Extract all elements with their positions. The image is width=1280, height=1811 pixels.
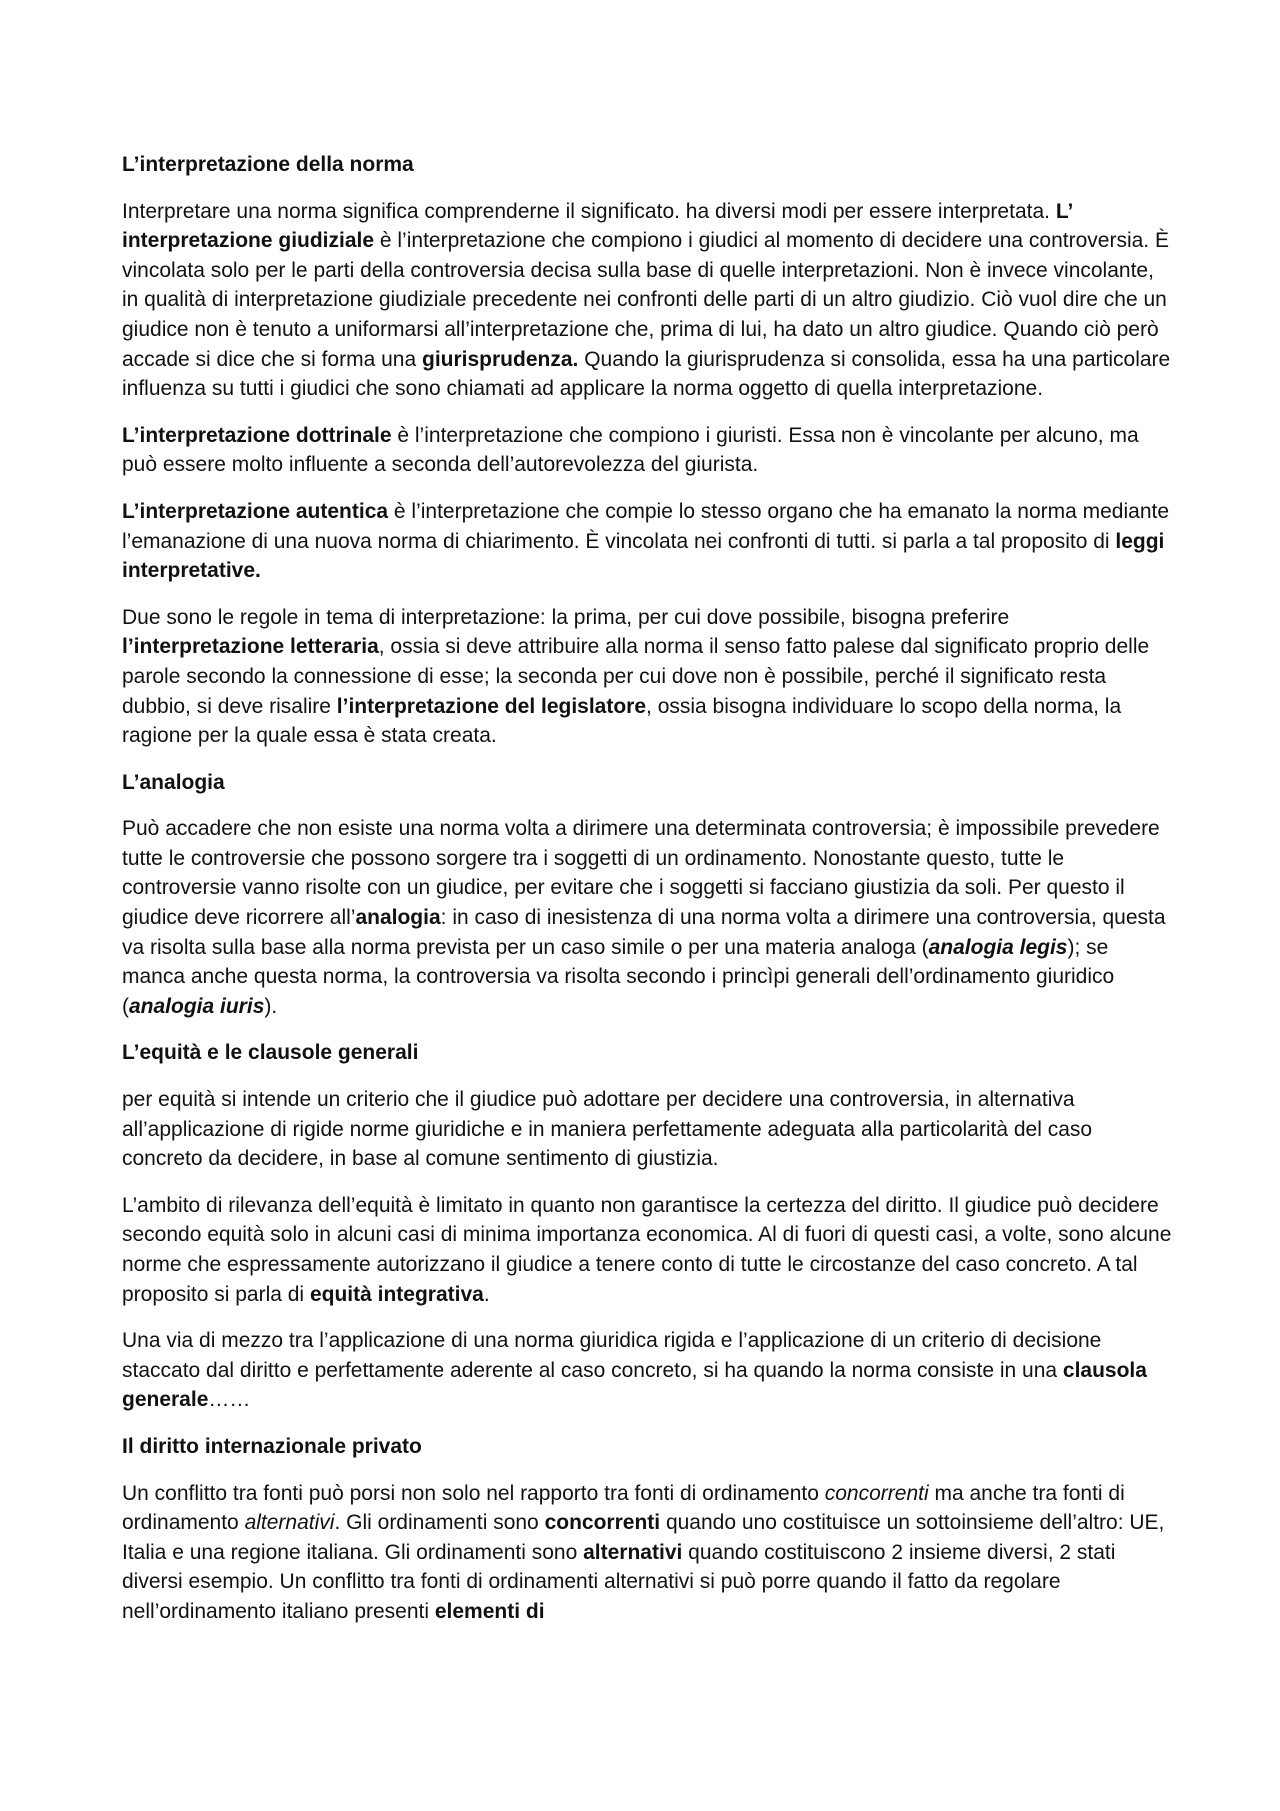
italic-term: alternativi — [244, 1511, 335, 1535]
text-run: Interpretare una norma significa comprenderne il significato. ha diversi modi per essere interpretata. — [122, 199, 1056, 223]
text-run: Quando la giurisprudenza si consolida, essa ha una particolare influenza su tutti i giudici che sono chiamati ad applicare la norma oggetto di quella interpretazione. — [122, 347, 1171, 401]
section-heading: Il diritto internazionale privato — [122, 1434, 422, 1458]
bold-term: L’interpretazione autentica — [122, 499, 389, 523]
text-run: , ossia bisogna individuare lo scopo della norma, la ragione per la quale essa è stata creata. — [122, 694, 1122, 748]
bold-term: elementi di — [434, 1599, 545, 1623]
bold-term: concorrenti — [544, 1511, 661, 1535]
text-run: quando costituiscono 2 insieme diversi, 2 stati diversi esempio. Un conflitto tra fonti di ordinamenti alternativi si può porre quando il fatto da regolare nell’ordinamento italiano presenti — [122, 1540, 1116, 1623]
paragraph — [122, 421, 1172, 480]
paragraph — [122, 603, 1172, 751]
text-run: è l’interpretazione che compie lo stesso organo che ha emanato la norma mediante l’emanazione di una nuova norma di chiarimento. È vincolata nei confronti di tutti. si parla a tal proposito di — [122, 499, 1170, 553]
document-page — [122, 150, 1172, 1644]
bold-term: clausola generale — [122, 1358, 1147, 1412]
paragraph — [122, 497, 1172, 586]
text-run: ). — [264, 994, 278, 1018]
paragraph — [122, 1085, 1172, 1174]
text-run: , ossia si deve attribuire alla norma il senso fatto palese dal significato proprio delle parole secondo la connessione di esse; la seconda per cui dove non è possibile, perché il significato resta dubbio, si deve risalire — [122, 635, 1150, 718]
italic-run: analogia iuris — [129, 994, 265, 1018]
text-run: ma anche tra fonti di ordinamento — [122, 1481, 1125, 1535]
paragraph — [122, 197, 1172, 404]
text-run: : in caso di inesistenza di una norma volta a dirimere una controversia, questa va risolta sulla base alla norma prevista per un caso simile o per una materia analoga ( — [122, 906, 1166, 959]
section-equita — [122, 1038, 1172, 1415]
paragraph — [122, 1326, 1172, 1415]
bold-term: l’interpretazione del legislatore — [336, 694, 647, 718]
paragraph — [122, 1479, 1172, 1627]
text-run: è l’interpretazione che compiono i giudici al momento di decidere una controversia. È vincolata solo per le parti della controversia decisa sulla base di quelle interpretazioni. Non è invece vincolante, in qualità di interpretazione giudiziale precedente nei confronti delle parti di un altro giudizio. Ciò vuol dire che un giudice non è tenuto a uniformarsi all’interpretazione che, prima di lui, ha dato un altro giudice. Quando ciò però accade si dice che si forma una — [122, 229, 1169, 371]
bold-term: l’interpretazione letteraria — [122, 635, 379, 659]
bold-term: leggi interpretative. — [122, 529, 1165, 583]
bold-term: alternativi — [583, 1540, 683, 1564]
section-heading: L’analogia — [122, 770, 225, 794]
bold-term: giurisprudenza. — [422, 347, 579, 371]
bold-term: analogia — [355, 906, 441, 930]
text-run: Può accadere che non esiste una norma volta a dirimere una determinata controversia; è impossibile prevedere tutte le controversie che possono sorgere tra i soggetti di un ordinamento. Nonostante questo, tutte le controversie vanno risolte con un giudice, per evitare che i soggetti si facciano giustizia da soli. Per questo il giudice deve ricorrere all’ — [122, 817, 1160, 930]
text-run: . — [483, 1282, 490, 1306]
text-run: L’ambito di rilevanza dell’equità è limitato in quanto non garantisce la certezza del diritto. Il giudice può decidere secondo equità solo in alcuni casi di minima importanza economica. Al di fuori di questi casi, a volte, sono alcune norme che espressamente autorizzano il giudice a tenere conto di tutte le circostanze del caso concreto. A tal proposito si parla di — [122, 1193, 1172, 1306]
bold-term: equità integrativa — [309, 1282, 484, 1306]
section-diritto-internazionale — [122, 1432, 1172, 1627]
bold-italic-term — [129, 995, 264, 1018]
text-run: è l’interpretazione che compiono i giuristi. Essa non è vincolante per alcuno, ma può essere molto influente a seconda dell’autorevolezza del giurista. — [122, 423, 1139, 477]
text-run: …… — [208, 1388, 251, 1412]
italic-term: concorrenti — [824, 1481, 929, 1505]
text-run: . Gli ordinamenti sono — [334, 1511, 545, 1535]
bold-italic-term — [929, 936, 1068, 959]
bold-term: L’interpretazione dottrinale — [122, 423, 392, 447]
section-heading: L’equità e le clausole generali — [122, 1041, 419, 1065]
section-interpretazione — [122, 150, 1172, 751]
text-run: Due sono le regole in tema di interpretazione: la prima, per cui dove possibile, bisogna preferire — [122, 605, 1010, 629]
text-run: quando uno costituisce un sottoinsieme dell’altro: UE, Italia e una regione italiana. Gli ordinamenti sono — [122, 1511, 1165, 1564]
bold-term: L’ interpretazione giudiziale — [122, 199, 1073, 253]
section-analogia — [122, 768, 1172, 1022]
italic-run: analogia legis — [928, 935, 1068, 959]
text-run: Una via di mezzo tra l’applicazione di una norma giuridica rigida e l’applicazione di un criterio di decisione staccato dal diritto e perfettamente aderente al caso concreto, si ha quando la norma consiste in una — [122, 1329, 1102, 1382]
text-run: Un conflitto tra fonti può porsi non solo nel rapporto tra fonti di ordinamento — [122, 1481, 825, 1505]
paragraph — [122, 1191, 1172, 1309]
paragraph — [122, 814, 1172, 1021]
text-run: per equità si intende un criterio che il giudice può adottare per decidere una controversia, in alternativa all’applicazione di rigide norme giuridiche e in maniera perfettamente adeguata alla particolarità del caso concreto da decidere, in base al comune sentimento di giustizia. — [122, 1088, 1093, 1171]
section-heading: L’interpretazione della norma — [122, 153, 414, 176]
text-run: ); se manca anche questa norma, la controversia va risolta secondo i princìpi generali dell’ordinamento giuridico ( — [122, 935, 1115, 1018]
